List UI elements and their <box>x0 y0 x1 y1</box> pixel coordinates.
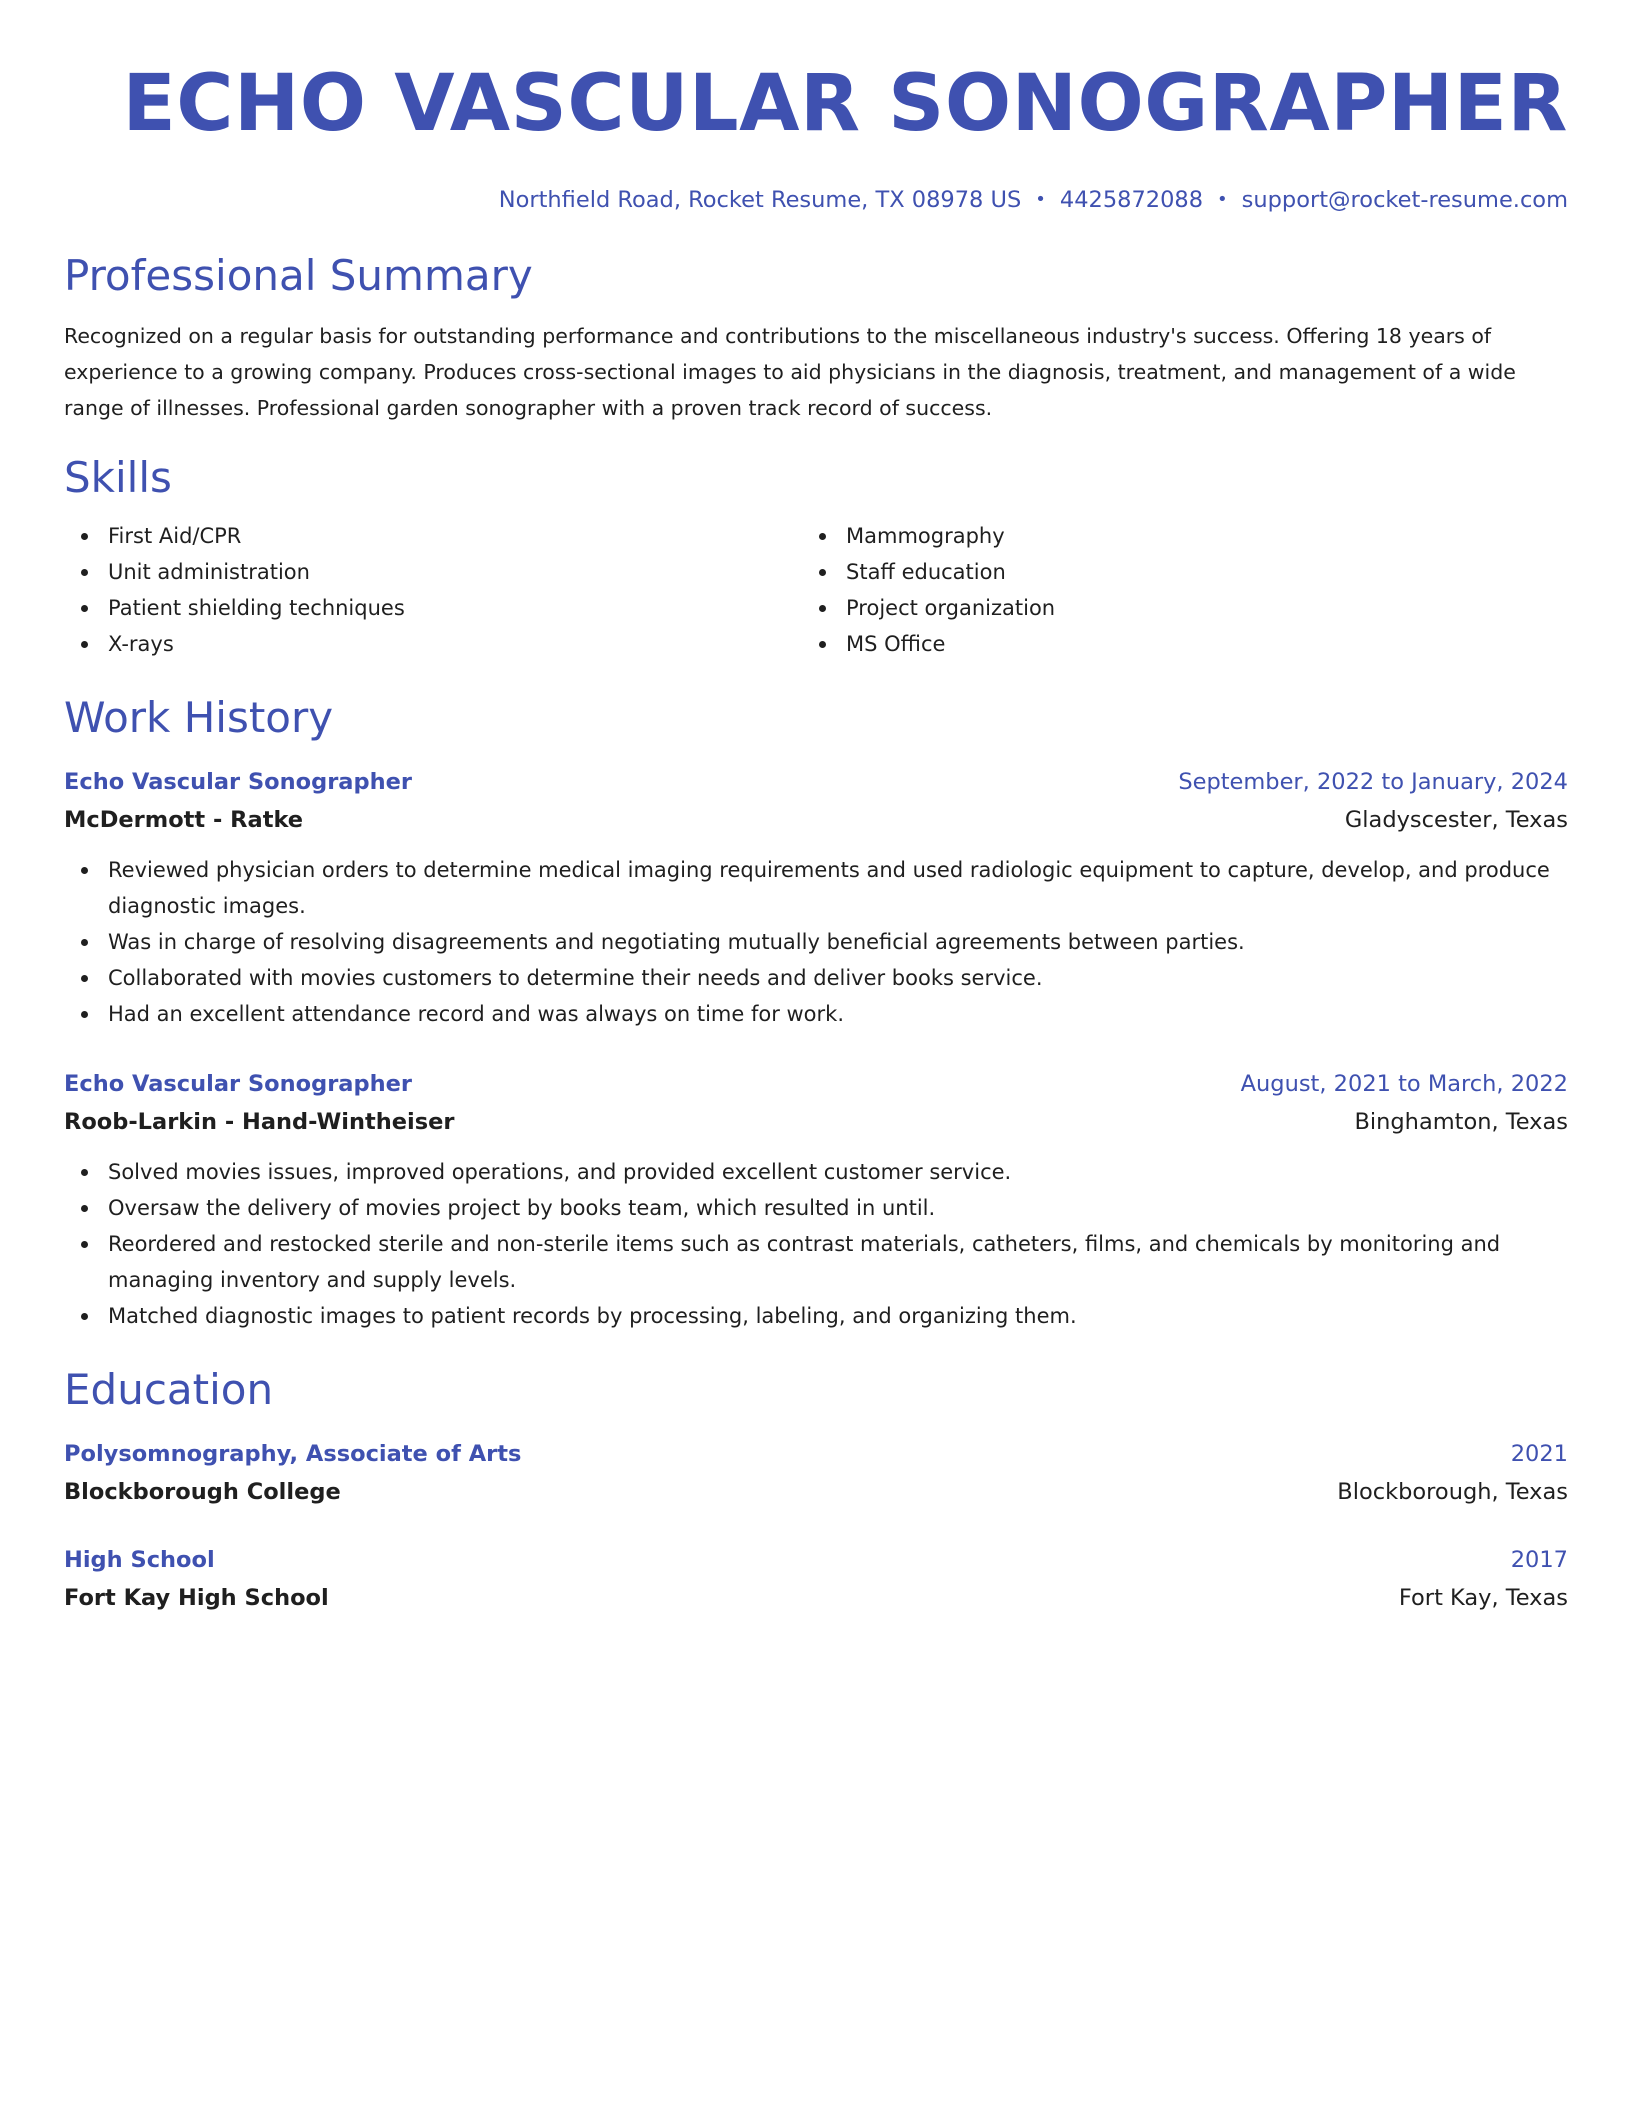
education-section <box>64 1364 1568 1618</box>
resume-header <box>64 0 1568 216</box>
skill-item: Mammography <box>802 518 1540 554</box>
email-link[interactable]: support@rocket-resume.com <box>1241 187 1568 213</box>
school-location: Blockborough, Texas <box>1337 1479 1568 1505</box>
school-location: Fort Kay, Texas <box>1398 1585 1568 1611</box>
job-dates: August, 2021 to March, 2022 <box>1240 1071 1568 1097</box>
job-location: Binghamton, Texas <box>1354 1109 1568 1135</box>
separator-dot: • <box>1217 189 1228 210</box>
education-school-row <box>64 1472 1568 1512</box>
education-school-row <box>64 1578 1568 1618</box>
graduation-year: 2017 <box>1510 1547 1568 1573</box>
skill-item: Unit administration <box>64 554 802 590</box>
company-name: McDermott - Ratke <box>64 807 304 833</box>
skills-column-left <box>64 518 802 662</box>
job-dates: September, 2022 to January, 2024 <box>1178 769 1568 795</box>
phone-text: 4425872088 <box>1059 187 1204 213</box>
skills-grid <box>64 518 1568 662</box>
job-company-row <box>64 1102 1568 1142</box>
contact-line <box>64 184 1568 216</box>
job-title: Echo Vascular Sonographer <box>64 769 412 795</box>
job-bullet: Matched diagnostic images to patient records by processing, labeling, and organizing them. <box>64 1298 1568 1334</box>
job-bullet: Was in charge of resolving disagreements and negotiating mutually beneficial agreements between parties. <box>64 924 1568 960</box>
job-company-row <box>64 800 1568 840</box>
education-header-row <box>64 1542 1568 1578</box>
summary-text: Recognized on a regular basis for outstanding performance and contributions to the miscellaneous industry's success. Offering 18 years of experience to a growing company. Produces cross-sectional images to aid physicians in the diagnosis, treatment, and management of a wide range of illnesses. Professional garden sonographer with a proven track record of success. <box>64 324 1516 420</box>
skill-item: X-rays <box>64 626 802 662</box>
education-entry <box>64 1542 1568 1618</box>
section-title-summary: Professional Summary <box>64 251 533 300</box>
skill-item: First Aid/CPR <box>64 518 802 554</box>
job-header-row <box>64 1066 1568 1102</box>
job-bullet: Solved movies issues, improved operations, and provided excellent customer service. <box>64 1154 1568 1190</box>
job-title: Echo Vascular Sonographer <box>64 1071 412 1097</box>
skill-item: MS Office <box>802 626 1540 662</box>
job-bullet: Reviewed physician orders to determine medical imaging requirements and used radiologic equipment to capture, develop, and produce diagnostic images. <box>64 852 1568 924</box>
skill-item: Project organization <box>802 590 1540 626</box>
separator-dot: • <box>1035 189 1046 210</box>
job-bullets <box>64 1154 1568 1334</box>
school-name: Fort Kay High School <box>64 1585 329 1611</box>
degree-name: High School <box>64 1547 215 1573</box>
skill-item: Patient shielding techniques <box>64 590 802 626</box>
candidate-name: ECHO VASCULAR SONOGRAPHER <box>122 59 1568 149</box>
professional-summary-section <box>64 250 1568 426</box>
skills-column-right <box>802 518 1540 662</box>
skills-section <box>64 452 1568 662</box>
section-title-skills: Skills <box>64 453 172 502</box>
degree-name: Polysomnography, Associate of Arts <box>64 1441 522 1467</box>
work-history-section <box>64 692 1568 1334</box>
job-bullet: Had an excellent attendance record and was always on time for work. <box>64 996 1568 1032</box>
section-title-work: Work History <box>64 693 334 742</box>
job-bullet: Oversaw the delivery of movies project by books team, which resulted in until. <box>64 1190 1568 1226</box>
education-header-row <box>64 1436 1568 1472</box>
address-text: Northfield Road, Rocket Resume, TX 08978 US <box>498 187 1022 213</box>
job-bullet: Reordered and restocked sterile and non-sterile items such as contrast materials, catheters, films, and chemicals by monitoring and managing inventory and supply levels. <box>64 1226 1568 1298</box>
section-title-education: Education <box>64 1365 274 1414</box>
education-entry <box>64 1436 1568 1512</box>
school-name: Blockborough College <box>64 1479 341 1505</box>
job-location: Gladyscester, Texas <box>1344 807 1568 833</box>
job-entry <box>64 764 1568 1032</box>
job-bullets <box>64 852 1568 1032</box>
skill-item: Staff education <box>802 554 1540 590</box>
graduation-year: 2021 <box>1510 1441 1568 1467</box>
job-entry <box>64 1066 1568 1334</box>
company-name: Roob-Larkin - Hand-Wintheiser <box>64 1109 455 1135</box>
job-bullet: Collaborated with movies customers to determine their needs and deliver books service. <box>64 960 1568 996</box>
job-header-row <box>64 764 1568 800</box>
